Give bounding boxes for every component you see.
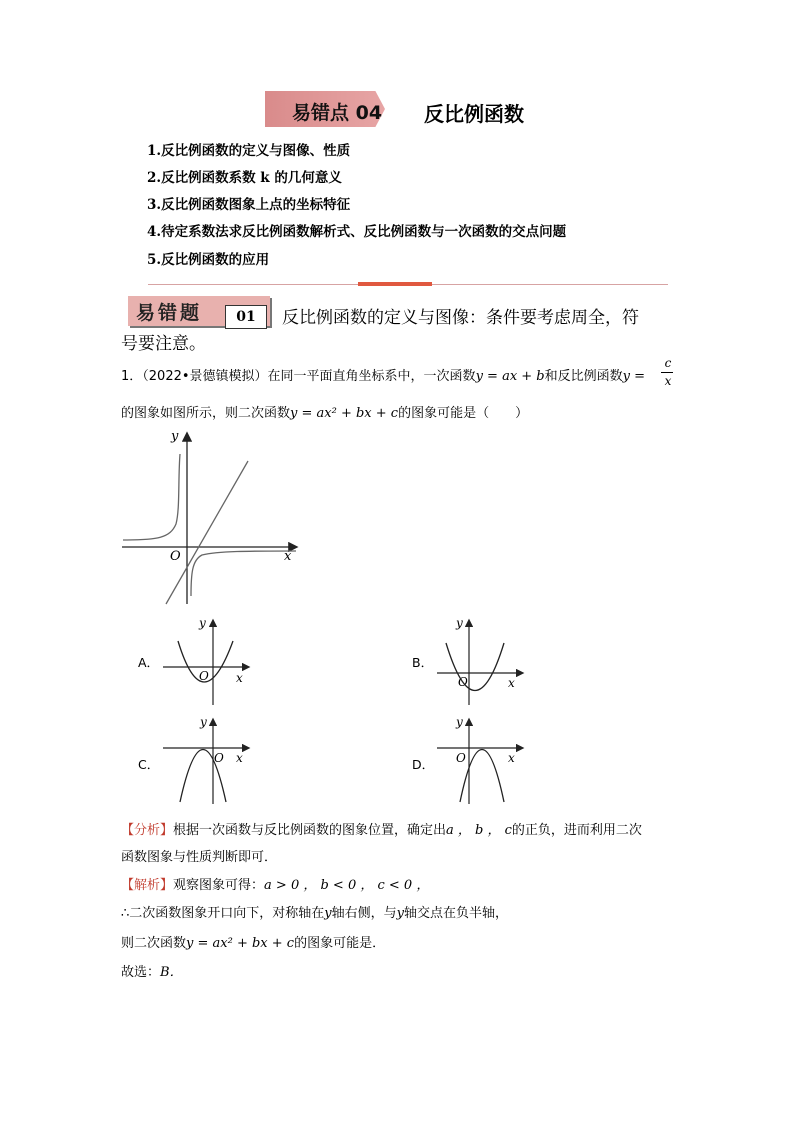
topic-item: 4.待定系数法求反比例函数解析式、反比例函数与一次函数的交点问题 (147, 224, 567, 240)
analysis-text: 根据一次函数与反比例函数的图象位置，确定出 (173, 823, 447, 838)
solution-answer (121, 961, 183, 980)
option-c-graph[interactable] (158, 712, 258, 807)
solution-eq: y = ax² + bx + c (186, 936, 295, 951)
analysis-tag: 【分析】 (121, 823, 174, 838)
origin-label: O (199, 669, 209, 683)
divider-accent (358, 282, 432, 286)
x-axis-label: x (508, 751, 515, 765)
question-text: 的图象如图所示，则二次函数 (121, 406, 291, 421)
eq-inverse-den: x (664, 374, 672, 388)
hyperbola-lower (191, 551, 296, 596)
option-b-graph[interactable] (432, 613, 532, 708)
option-a-label[interactable]: A． (138, 655, 160, 670)
eq-inverse-lhs: y = (622, 369, 646, 384)
origin-label: O (458, 675, 468, 689)
solution-text: 轴交点在负半轴， (404, 906, 509, 921)
origin-label: O (214, 751, 224, 765)
option-a-graph[interactable] (158, 613, 258, 708)
solution-tag: 【解析】 (121, 878, 174, 893)
origin-label: O (170, 549, 181, 564)
parabola (446, 643, 504, 691)
solution-text: 的图象可能是． (294, 936, 386, 951)
hyperbola-upper (123, 454, 180, 540)
topic-item: 1.反比例函数的定义与图像、性质 (147, 143, 351, 159)
analysis-line-1 (121, 819, 642, 838)
analysis-text: 的正负，进而利用二次 (511, 823, 642, 838)
topic-item: 3.反比例函数图象上点的坐标特征 (147, 197, 351, 213)
y-axis-label: y (171, 429, 179, 444)
topic-item: 2.反比例函数系数 k 的几何意义 (147, 170, 342, 186)
y-axis-label: y (456, 616, 463, 630)
solution-line-3 (121, 932, 385, 951)
solution-var: y (396, 906, 405, 921)
eq-quadratic: y = ax² + bx + c (290, 406, 399, 421)
analysis-line-2: 函数图象与性质判断即可． (121, 850, 278, 865)
solution-math: a > 0 ， b < 0 ， c < 0 ， (264, 878, 430, 893)
solution-text: 观察图象可得： (173, 878, 265, 893)
solution-line-2 (121, 902, 508, 921)
option-c-label[interactable]: C． (138, 757, 160, 772)
eq-inverse-num: c (664, 356, 672, 370)
y-axis-label: y (456, 715, 463, 729)
header-badge-text: 易错点 04 (292, 102, 383, 124)
answer-value: B． (160, 965, 183, 980)
question-line-1 (121, 365, 645, 384)
answer-label: 故选： (121, 965, 161, 980)
topic-item: 5.反比例函数的应用 (147, 252, 270, 268)
solution-text: ∴二次函数图象开口向下，对称轴在 (121, 906, 325, 921)
question-number: 1． (121, 369, 143, 384)
question-text: 在同一平面直角坐标系中，一次函数 (267, 369, 476, 384)
y-axis-label: y (199, 616, 206, 630)
solution-var: y (324, 906, 332, 921)
origin-label: O (456, 751, 466, 765)
question-text: 和反比例函数 (544, 369, 623, 384)
x-axis-label: x (236, 751, 243, 765)
y-axis-label: y (200, 715, 207, 729)
section-title-cont: 号要注意。 (121, 334, 206, 354)
main-graph (118, 424, 308, 609)
question-text: 的图象可能是（ ） (398, 406, 529, 421)
option-d-graph[interactable] (432, 712, 532, 807)
x-axis-label: x (236, 671, 243, 685)
solution-text: 则二次函数 (121, 936, 187, 951)
section-tag-label: 易错题 (136, 302, 203, 324)
option-d-label[interactable]: D． (412, 757, 435, 772)
solution-text: 轴右侧，与 (331, 906, 397, 921)
section-title: 反比例函数的定义与图像：条件要考虑周全，符 (282, 308, 639, 328)
section-number: 01 (225, 305, 267, 329)
analysis-vars: a ， b ， c (446, 823, 512, 838)
option-b-label[interactable]: B． (412, 655, 434, 670)
page-title: 反比例函数 (424, 102, 524, 126)
parabola (460, 750, 504, 803)
question-source: （2022•景德镇模拟） (142, 369, 268, 384)
x-axis-label: x (508, 676, 515, 690)
x-axis-label: x (284, 549, 292, 564)
fraction-bar (661, 372, 673, 373)
solution-line-1 (121, 874, 429, 893)
eq-linear: y = ax + b (475, 369, 545, 384)
question-line-2 (121, 402, 528, 421)
